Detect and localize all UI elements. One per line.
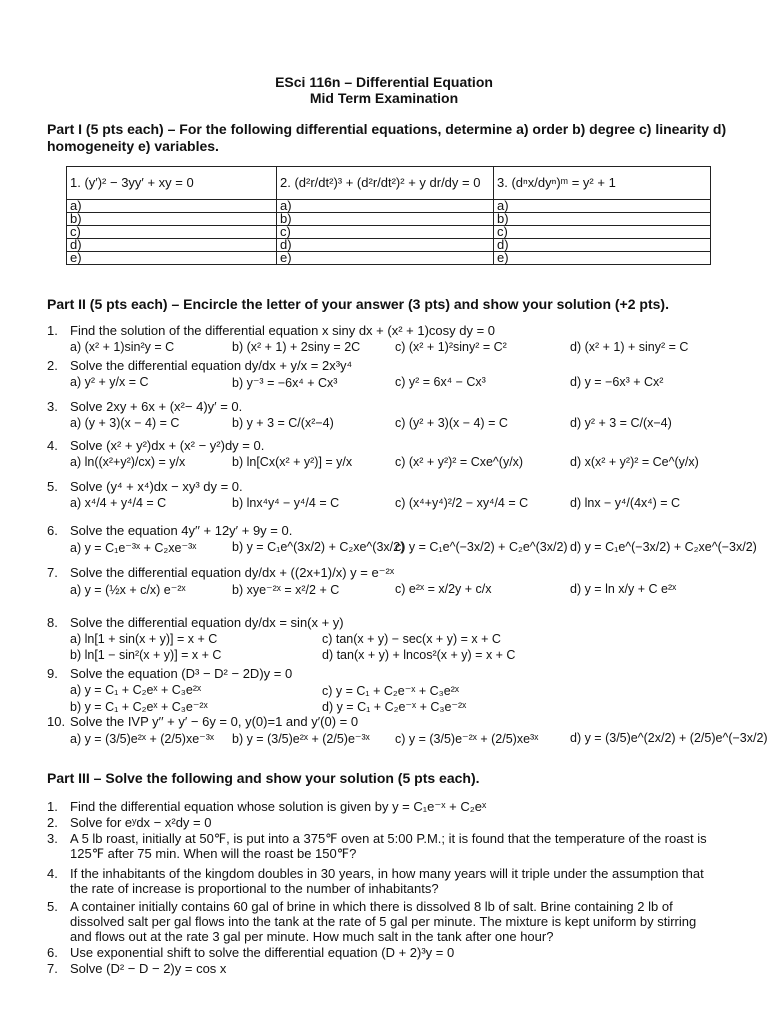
answer-option[interactable]: d) y = C₁ + C₂e⁻ˣ + C₃e⁻²ˣ xyxy=(322,700,467,714)
answer-option[interactable]: b) ln[1 − sin²(x + y)] = x + C xyxy=(70,648,222,662)
answer-option[interactable]: a) y = (½x + c/x) e⁻²ˣ xyxy=(70,583,186,597)
part1-cell: b) xyxy=(67,213,277,226)
problem-text: A 5 lb roast, initially at 50℉, is put into a 375℉ oven at 5:00 P.M.; it is found that the temperature of the roast is 125℉ after 75 min. When will the roast be 150℉? xyxy=(70,831,707,861)
question-text: Solve (y⁴ + x⁴)dx − xy³ dy = 0. xyxy=(70,479,243,494)
answer-option[interactable]: b) ln[Cx(x² + y²)] = y/x xyxy=(232,455,353,469)
answer-option[interactable]: c) y = (3/5)e⁻²ˣ + (2/5)xe³ˣ xyxy=(395,732,539,746)
answer-option[interactable]: a) x⁴/4 + y⁴/4 = C xyxy=(70,496,167,510)
part1-cell: d) xyxy=(277,239,494,252)
problem-number: 7. xyxy=(47,961,58,976)
part3-heading: Part III – Solve the following and show your solution (5 pts each). xyxy=(47,770,480,786)
answer-option[interactable]: b) y⁻³ = −6x⁴ + Cx³ xyxy=(232,376,338,390)
question-number: 7. xyxy=(47,565,58,580)
answer-option[interactable]: b) lnx⁴y⁴ − y⁴/4 = C xyxy=(232,496,340,510)
problem-number: 6. xyxy=(47,945,58,960)
question-number: 10. xyxy=(47,714,66,729)
answer-option[interactable]: a) (x² + 1)sin²y = C xyxy=(70,340,175,354)
answer-option[interactable]: b) (x² + 1) + 2siny = 2C xyxy=(232,340,361,354)
answer-option[interactable]: d) (x² + 1) + siny² = C xyxy=(570,340,689,354)
question-number: 9. xyxy=(47,666,58,681)
answer-option[interactable]: c) tan(x + y) − sec(x + y) = x + C xyxy=(322,632,501,646)
question-text: Find the solution of the differential equation x siny dx + (x² + 1)cosy dy = 0 xyxy=(70,323,496,338)
question-text: Solve (x² + y²)dx + (x² − y²)dy = 0. xyxy=(70,438,265,453)
answer-option[interactable]: c) (y² + 3)(x − 4) = C xyxy=(395,416,508,430)
problem-number: 3. xyxy=(47,831,58,846)
question-text: Solve 2xy + 6x + (x²− 4)y′ = 0. xyxy=(70,399,243,414)
part1-cell: c) xyxy=(494,226,711,239)
answer-option[interactable]: c) (x² + 1)²siny² = C² xyxy=(395,340,507,354)
problem-text: If the inhabitants of the kingdom doubles in 30 years, in how many years will it triple under the assumption that the rate of increase is proportional to the number of inhabitants? xyxy=(70,866,704,896)
answer-option[interactable]: c) (x² + y²)² = Cxe^(y/x) xyxy=(395,455,524,469)
part1-cell: c) xyxy=(67,226,277,239)
answer-option[interactable]: a) y = (3/5)e²ˣ + (2/5)xe⁻³ˣ xyxy=(70,732,215,746)
part2-heading: Part II (5 pts each) – Encircle the letter of your answer (3 pts) and show your solution (+2 pts). xyxy=(47,296,669,312)
problem-number: 4. xyxy=(47,866,58,881)
answer-option[interactable]: d) y = (3/5)e^(2x/2) + (2/5)e^(−3x/2) xyxy=(570,731,768,745)
answer-option[interactable]: d) y² + 3 = C/(x−4) xyxy=(570,416,672,430)
question-text: Solve the equation (D³ − D² − 2D)y = 0 xyxy=(70,666,293,681)
answer-option[interactable]: c) (x⁴+y⁴)²/2 − xy⁴/4 = C xyxy=(395,496,529,510)
part1-eq-1: 1. (y′)² − 3yy′ + xy = 0 xyxy=(67,167,277,200)
part1-eq-2: 2. (d²r/dt²)³ + (d²r/dt²)² + y dr/dy = 0 xyxy=(277,167,494,200)
answer-option[interactable]: c) y = C₁e^(−3x/2) + C₂e^(3x/2) xyxy=(395,540,568,554)
answer-option[interactable]: a) ln((x²+y²)/cx) = y/x xyxy=(70,455,186,469)
problem-number: 2. xyxy=(47,815,58,830)
problem-text: Solve (D² − D − 2)y = cos x xyxy=(70,961,227,976)
answer-option[interactable]: c) y² = 6x⁴ − Cx³ xyxy=(395,375,486,389)
part1-cell: a) xyxy=(494,200,711,213)
question-text: Solve the differential equation dy/dx = sin(x + y) xyxy=(70,615,344,630)
answer-option[interactable]: a) ln[1 + sin(x + y)] = x + C xyxy=(70,632,218,646)
answer-option[interactable]: a) y = C₁ + C₂eˣ + C₃e²ˣ xyxy=(70,683,202,697)
question-number: 5. xyxy=(47,479,58,494)
part1-table xyxy=(66,166,711,265)
problem-number: 5. xyxy=(47,899,58,914)
answer-option[interactable]: b) y = C₁ + C₂eˣ + C₃e⁻²ˣ xyxy=(70,700,208,714)
question-number: 1. xyxy=(47,323,58,338)
answer-option[interactable]: a) y = C₁e⁻³ˣ + C₂xe⁻³ˣ xyxy=(70,541,197,555)
problem-text: A container initially contains 60 gal of brine in which there is dissolved 8 lb of salt. Brine containing 2 lb of dissolved salt per gal flows into the tank at the rate of 5 gal per minute. The mixture is kept uniform by stirring and flows out at the rate 3 gal per minute. How much salt in the tank after one hour? xyxy=(70,899,697,944)
part1-cell: c) xyxy=(277,226,494,239)
part1-heading: Part I (5 pts each) – For the following differential equations, determine a) order b) degree c) linearity d) homogeneity e) variables. xyxy=(47,121,727,154)
part1-cell: d) xyxy=(67,239,277,252)
question-text: Solve the differential equation dy/dx + y/x = 2x³y⁴ xyxy=(70,358,353,373)
exam-subtitle: Mid Term Examination xyxy=(309,90,459,106)
answer-option[interactable]: a) y² + y/x = C xyxy=(70,375,149,389)
answer-option[interactable]: b) y = (3/5)e²ˣ + (2/5)e⁻³ˣ xyxy=(232,732,370,746)
answer-option[interactable]: a) (y + 3)(x − 4) = C xyxy=(70,416,180,430)
question-text: Solve the IVP y′′ + y′ − 6y = 0, y(0)=1 and y′(0) = 0 xyxy=(70,714,359,729)
answer-option[interactable]: d) y = −6x³ + Cx² xyxy=(570,375,664,389)
answer-option[interactable]: b) xye⁻²ˣ = x²/2 + C xyxy=(232,583,340,597)
question-number: 2. xyxy=(47,358,58,373)
part1-cell: a) xyxy=(67,200,277,213)
problem-text: Use exponential shift to solve the differential equation (D + 2)³y = 0 xyxy=(70,945,455,960)
answer-option[interactable]: d) x(x² + y²)² = Ce^(y/x) xyxy=(570,455,699,469)
question-number: 6. xyxy=(47,523,58,538)
part1-cell: e) xyxy=(67,252,277,265)
exam-title: ESci 116n – Differential Equation xyxy=(275,74,493,90)
question-text: Solve the equation 4y′′ + 12y′ + 9y = 0. xyxy=(70,523,293,538)
question-number: 3. xyxy=(47,399,58,414)
part1-cell: b) xyxy=(277,213,494,226)
answer-option[interactable]: d) y = C₁e^(−3x/2) + C₂xe^(−3x/2) xyxy=(570,540,757,554)
answer-option[interactable]: c) y = C₁ + C₂e⁻ˣ + C₃e²ˣ xyxy=(322,684,459,698)
answer-option[interactable]: c) e²ˣ = x/2y + c/x xyxy=(395,582,492,596)
part1-cell: e) xyxy=(277,252,494,265)
part1-cell: b) xyxy=(494,213,711,226)
part1-cell: e) xyxy=(494,252,711,265)
question-number: 8. xyxy=(47,615,58,630)
question-text: Solve the differential equation dy/dx + ((2x+1)/x) y = e⁻²ˣ xyxy=(70,565,395,580)
part1-cell: a) xyxy=(277,200,494,213)
answer-option[interactable]: b) y = C₁e^(3x/2) + C₂xe^(3x/2) xyxy=(232,540,405,554)
part1-cell: d) xyxy=(494,239,711,252)
answer-option[interactable]: b) y + 3 = C/(x²−4) xyxy=(232,416,334,430)
problem-number: 1. xyxy=(47,799,58,814)
part1-eq-3: 3. (dⁿx/dyⁿ)ᵐ = y² + 1 xyxy=(494,167,711,200)
answer-option[interactable]: d) lnx − y⁴/(4x⁴) = C xyxy=(570,496,681,510)
problem-text: Solve for eʸdx − x²dy = 0 xyxy=(70,815,212,830)
answer-option[interactable]: d) y = ln x/y + C e²ˣ xyxy=(570,582,677,596)
question-number: 4. xyxy=(47,438,58,453)
answer-option[interactable]: d) tan(x + y) + lncos²(x + y) = x + C xyxy=(322,648,516,662)
problem-text: Find the differential equation whose solution is given by y = C₁e⁻ˣ + C₂eˣ xyxy=(70,799,487,814)
